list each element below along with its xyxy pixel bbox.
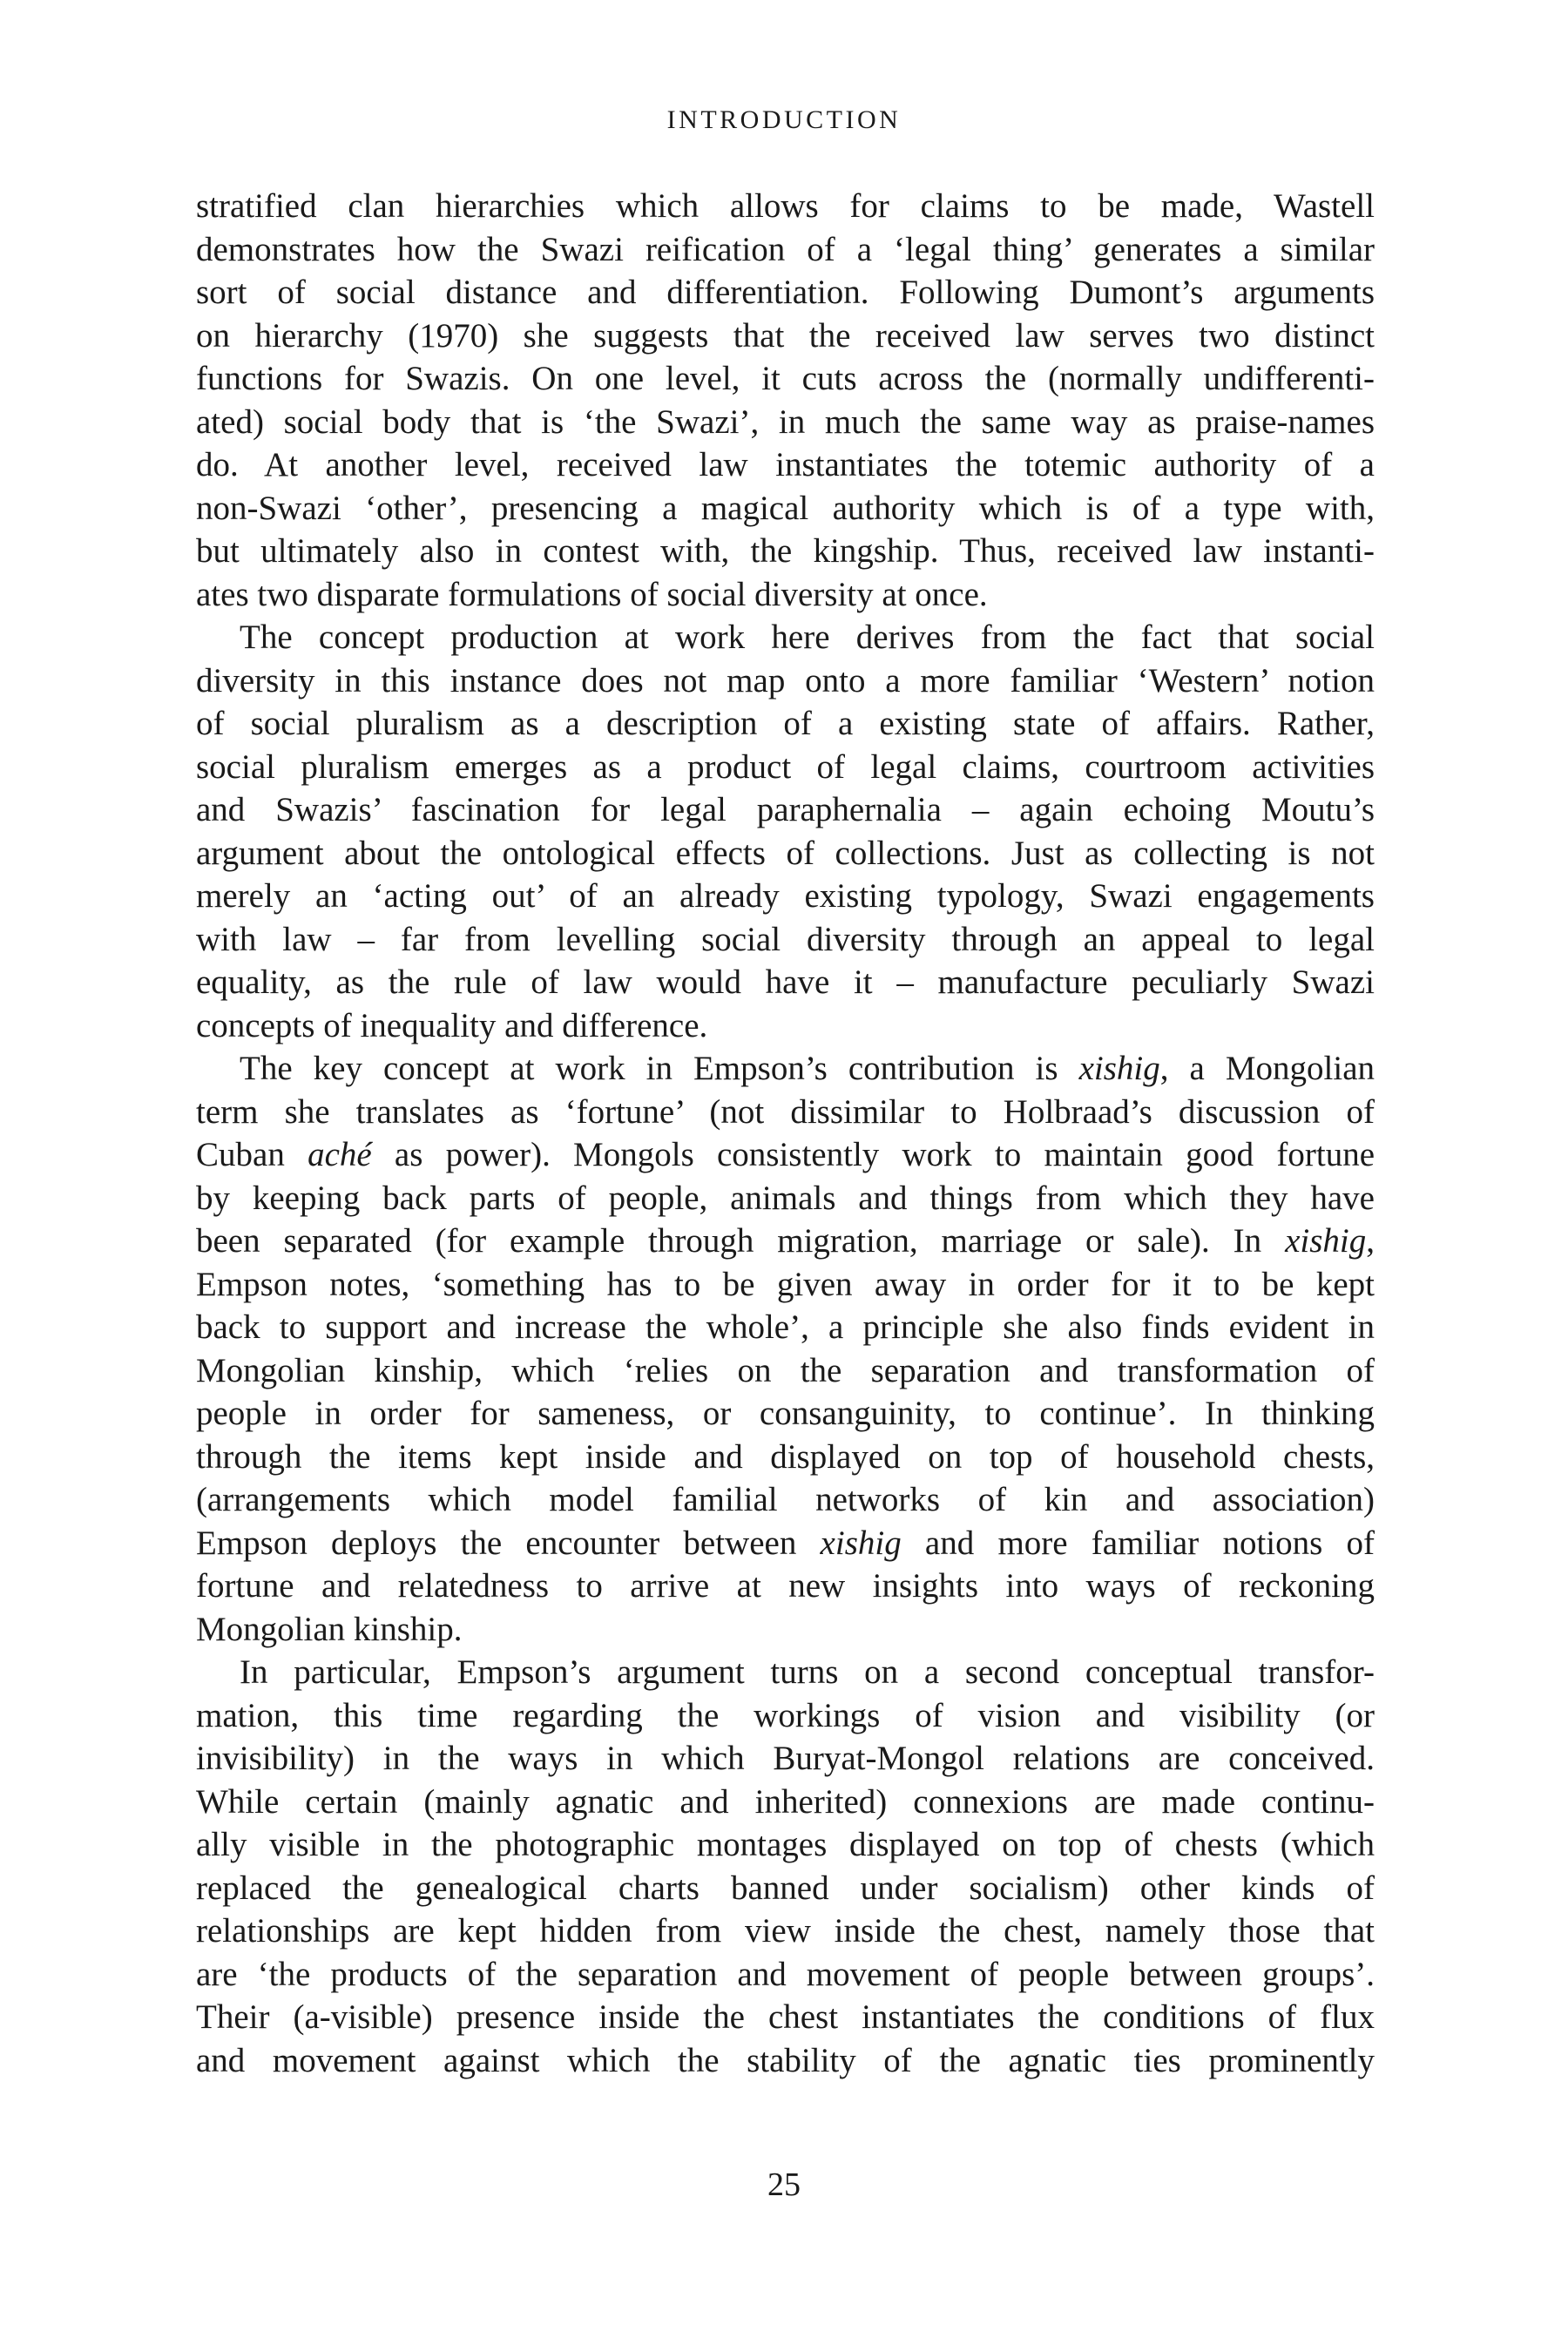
text-segment: and more familiar notions of <box>901 1524 1375 1562</box>
text-line: argument about the ontological effects of collections. Just as collecting is not <box>196 834 1375 872</box>
text-line: Mongolian kinship, which ‘relies on the separation and transformation of <box>196 1351 1375 1389</box>
text-line: non-Swazi ‘other’, presencing a magical authority which is of a type with, <box>196 489 1375 527</box>
text-line: through the items kept inside and displayed on top of household chests, <box>196 1437 1375 1476</box>
text-line: social pluralism emerges as a product of legal claims, courtroom activities <box>196 747 1375 786</box>
text-line: concepts of inequality and difference. <box>196 1006 708 1044</box>
text-line <box>196 1220 1375 1263</box>
text-line: Mongolian kinship. <box>196 1610 463 1648</box>
text-line: ated) social body that is ‘the Swazi’, in much the same way as praise-names <box>196 402 1375 441</box>
text-line: The concept production at work here derives from the fact that social <box>240 618 1375 656</box>
text-line: term she translates as ‘fortune’ (not dissimilar to Holbraad’s discussion of <box>196 1092 1375 1131</box>
text-line: of social pluralism as a description of a existing state of affairs. Rather, <box>196 705 1375 742</box>
page-number: 25 <box>767 2166 801 2203</box>
text-line: functions for Swazis. On one level, it cuts across the (normally undifferenti- <box>196 360 1375 397</box>
italic-term: xishig <box>1078 1050 1160 1087</box>
text-line: on hierarchy (1970) she suggests that the received law serves two distinct <box>196 316 1375 355</box>
text-line <box>196 1133 1375 1177</box>
running-head: INTRODUCTION <box>666 105 902 134</box>
text-line: mation, this time regarding the workings of vision and visibility (or <box>196 1696 1375 1734</box>
text-line: back to support and increase the whole’, a principle she also finds evident in <box>196 1308 1375 1346</box>
text-line: but ultimately also in contest with, the kingship. Thus, received law instanti- <box>196 532 1375 570</box>
text-line: fortune and relatedness to arrive at new insights into ways of reckoning <box>196 1567 1375 1605</box>
italic-term: xishig <box>1285 1222 1367 1260</box>
text-line: sort of social distance and differentiation. Following Dumont’s arguments <box>196 274 1375 311</box>
text-segment: , <box>1366 1222 1375 1260</box>
text-line: diversity in this instance does not map onto a more familiar ‘Western’ notion <box>196 661 1375 700</box>
text-line: replaced the genealogical charts banned under socialism) other kinds of <box>196 1869 1375 1907</box>
text-line: invisibility) in the ways in which Buryat-Mongol relations are conceived. <box>196 1740 1375 1777</box>
text-line: relationships are kept hidden from view inside the chest, namely those that <box>196 1912 1375 1950</box>
text-line: equality, as the rule of law would have it – manufacture peculiarly Swazi <box>196 963 1375 1001</box>
italic-term: aché <box>308 1136 372 1173</box>
text-line: by keeping back parts of people, animals and things from which they have <box>196 1179 1375 1217</box>
text-line: demonstrates how the Swazi reification of a ‘legal thing’ generates a similar <box>196 230 1375 268</box>
text-line: ally visible in the photographic montages displayed on top of chests (which <box>196 1826 1375 1863</box>
text-segment: , a Mongolian <box>1159 1050 1375 1087</box>
text-segment: Empson deploys the encounter between <box>196 1524 821 1562</box>
text-line: do. At another level, received law instantiates the totemic authority of a <box>196 446 1375 483</box>
text-segment: been separated (for example through migration, marriage or sale). In <box>196 1222 1286 1260</box>
text-line <box>196 1047 1375 1091</box>
text-line: In particular, Empson’s argument turns on a second conceptual transfor- <box>240 1653 1375 1691</box>
text-line: While certain (mainly agnatic and inherited) connexions are made continu- <box>196 1782 1375 1821</box>
text-line: Their (a-visible) presence inside the chest instantiates the conditions of flux <box>196 1998 1375 2036</box>
text-line <box>196 1522 1375 1565</box>
text-line: with law – far from levelling social diversity through an appeal to legal <box>196 920 1375 958</box>
body-text <box>196 185 1375 2082</box>
text-segment: as power). Mongols consistently work to maintain good fortune <box>371 1136 1375 1173</box>
text-line: people in order for sameness, or consanguinity, to continue’. In thinking <box>196 1395 1375 1432</box>
text-line: merely an ‘acting out’ of an already existing typology, Swazi engagements <box>196 877 1375 915</box>
text-line: (arrangements which model familial networks of kin and association) <box>196 1481 1375 1518</box>
text-line: and movement against which the stability of the agnatic ties prominently <box>196 2041 1375 2079</box>
italic-term: xishig <box>820 1524 902 1562</box>
text-line: ates two disparate formulations of social diversity at once. <box>196 575 988 613</box>
text-segment: Cuban <box>196 1136 308 1173</box>
text-line: and Swazis’ fascination for legal paraphernalia – again echoing Moutu’s <box>196 791 1375 828</box>
text-line: Empson notes, ‘something has to be given away in order for it to be kept <box>196 1265 1375 1303</box>
text-line: stratified clan hierarchies which allows for claims to be made, Wastell <box>196 187 1375 225</box>
text-segment: The key concept at work in Empson’s contribution is <box>240 1050 1079 1087</box>
text-line: are ‘the products of the separation and movement of people between groups’. <box>196 1955 1375 1993</box>
